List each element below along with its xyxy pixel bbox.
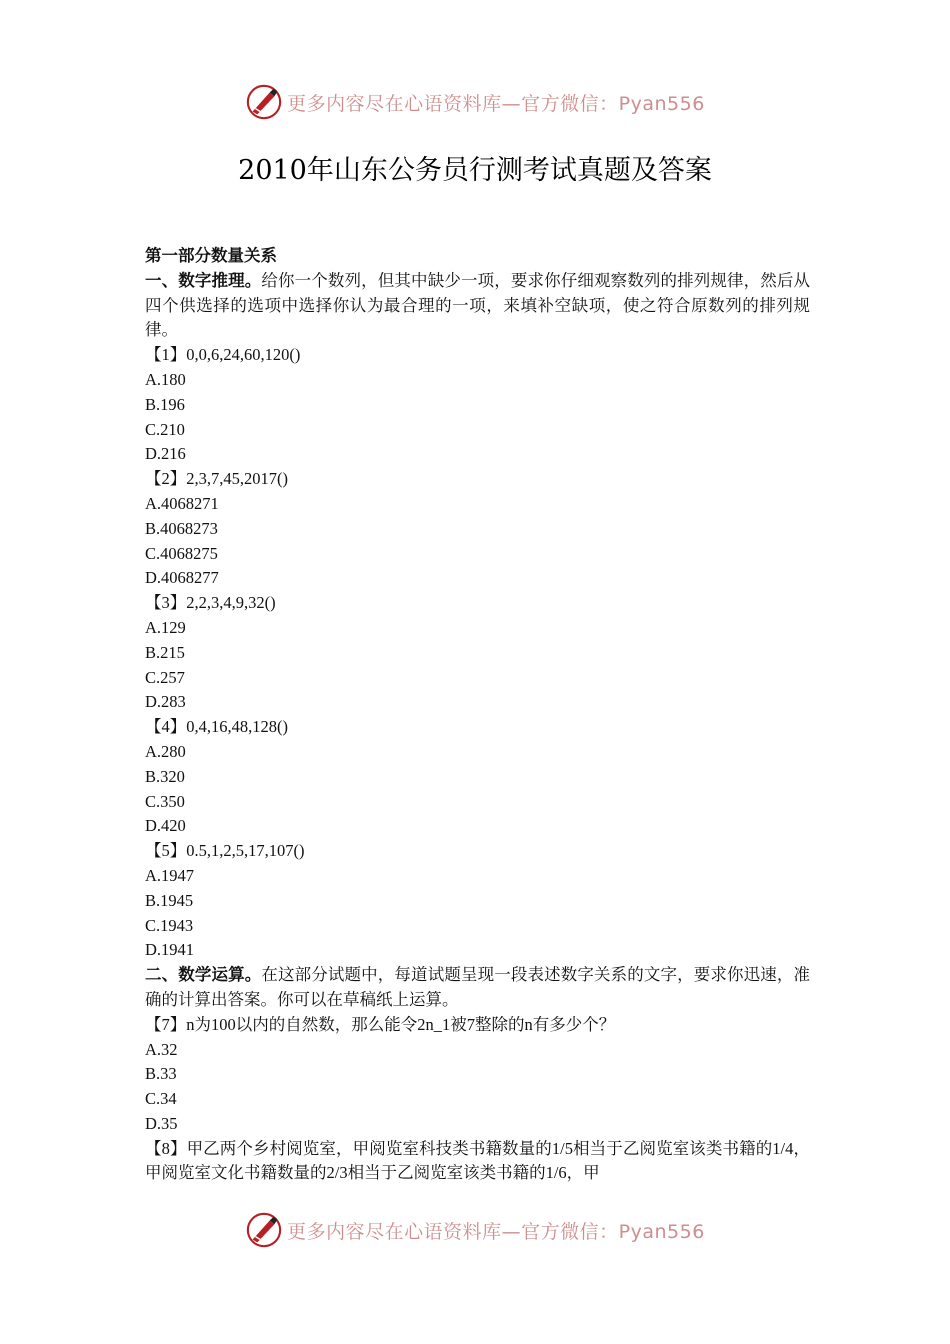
option: B.33 [145, 1064, 177, 1084]
section-intro-arithmetic [145, 963, 810, 1013]
option: C.4068275 [145, 543, 218, 563]
document-body [145, 244, 810, 1186]
option: D.283 [145, 692, 186, 712]
option: B.215 [145, 642, 185, 662]
option: D.35 [145, 1113, 178, 1133]
option: A.280 [145, 741, 186, 761]
question-stem: 【3】2,2,3,4,9,32() [145, 593, 276, 613]
option: D.420 [145, 816, 186, 836]
question-stem: 【5】0.5,1,2,5,17,107() [145, 841, 305, 861]
option: C.257 [145, 667, 185, 687]
option: A.32 [145, 1039, 178, 1059]
question-stem: 【2】2,3,7,45,2017() [145, 469, 288, 489]
option: B.1945 [145, 890, 194, 910]
question-4 [145, 715, 810, 839]
document-title: 2010年山东公务员行测考试真题及答案 [238, 155, 712, 186]
question-stem: 【4】0,4,16,48,128() [145, 717, 288, 737]
option: A.4068271 [145, 493, 219, 513]
option: B.320 [145, 766, 185, 786]
option: C.350 [145, 791, 185, 811]
section-text: 给你一个数列，但其中缺少一项，要求你仔细观察数列的排列规律，然后从四个供选择的选项中选择你认为最合理的一项，来填补空缺项，使之符合原数列的排列规律。 [145, 270, 811, 340]
option: A.129 [145, 617, 186, 637]
pen-logo-icon [245, 1211, 283, 1249]
banner-text: 更多内容尽在心语资料库—官方微信：Pyan556 [287, 1220, 705, 1243]
section-lead: 二、数学运算。 [145, 965, 262, 985]
option: A.180 [145, 369, 186, 389]
option: C.1943 [145, 915, 194, 935]
option: D.4068277 [145, 568, 219, 588]
question-stem: 【7】n为100以内的自然数，那么能令2n_1被7整除的n有多少个？ [145, 1014, 616, 1034]
option: C.210 [145, 419, 185, 439]
question-2 [145, 467, 810, 591]
question-3 [145, 591, 810, 715]
question-8 [145, 1137, 810, 1187]
question-1 [145, 343, 810, 467]
part-heading: 第一部分数量关系 [145, 246, 277, 265]
question-stem: 【8】甲乙两个乡村阅览室，甲阅览室科技类书籍数量的1/5相当于乙阅览室该类书籍的1/4，甲阅览室文化书籍数量的2/3相当于乙阅览室该类书籍的1/6，甲 [145, 1138, 810, 1183]
section-text: 在这部分试题中，每道试题呈现一段表述数字关系的文字，要求你迅速，准确的计算出答案。你可以在草稿纸上运算。 [145, 965, 811, 1009]
question-5 [145, 839, 810, 963]
option: D.1941 [145, 940, 195, 960]
section-intro-number-series [145, 269, 810, 343]
pen-logo-icon [245, 83, 283, 121]
option: A.1947 [145, 865, 195, 885]
option: D.216 [145, 444, 186, 464]
option: B.4068273 [145, 518, 218, 538]
section-lead: 一、数字推理。 [145, 270, 262, 290]
question-7 [145, 1013, 810, 1137]
question-stem: 【1】0,0,6,24,60,120() [145, 345, 301, 365]
option: C.34 [145, 1089, 177, 1109]
header-banner [0, 80, 950, 124]
footer-banner [0, 1208, 950, 1252]
option: B.196 [145, 394, 185, 414]
banner-text: 更多内容尽在心语资料库—官方微信：Pyan556 [287, 92, 705, 115]
